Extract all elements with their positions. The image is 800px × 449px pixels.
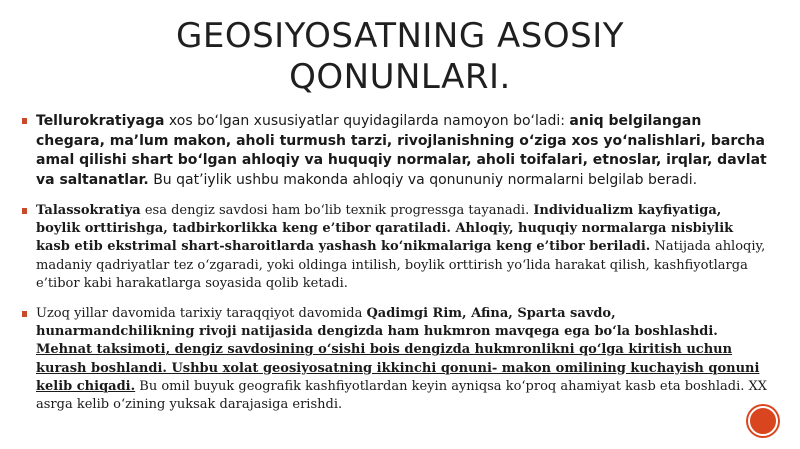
bullet-text: Bu qat’iylik ushbu makonda ahloqiy va qonununiy normalarni belgilab beradi.: [148, 171, 698, 188]
bullet-text-bold: Tellurokratiyaga: [36, 113, 165, 129]
bullet-text-bold: Qadimgi Rim, Afina, Sparta savdo, hunarmandchilikning rivoji natijasida dengizda ham hukmron mavqega ega bo‘la boshlashdi.: [36, 306, 718, 340]
bullet-text-bold: Individualizm kayfiyatiga, boylik orttirishga, tadbirkorlikka keng e’tibor qaratiladi. Ahloqiy, huquqiy normalarga nisbiylik kasb etib ekstrimal shart-sharoitlarda yashash ko‘nikmalariga keng e’tibor beriladi.: [36, 203, 734, 255]
bullet-marker: [22, 118, 27, 124]
bullet-text: Bu omil buyuk geografik kashfiyotlardan keyin ayniqsa ko‘proq ahamiyat kasb eta boshladi. XX asrga kelib o‘zining yuksak darajasiga erishdi.: [36, 378, 768, 413]
bullet-talassokratiya: [22, 202, 770, 293]
bullet-text: xos bo‘lgan xususiyatlar quyidagilarda namoyon bo‘ladi:: [164, 113, 570, 129]
bullet-text: esa dengiz savdosi ham bo‘lib texnik progressga tayanadi.: [140, 203, 534, 218]
slide-title: [0, 16, 800, 98]
bullet-text-bold-underlined: Mehnat taksimoti, dengiz savdosining o‘sishi bois dengizda hukmronlikni qo‘lga kiritish uchun kurash boshlandi. Ushbu xolat geosiyosatning ikkinchi qonuni- makon omilining kuchayish qonuni kelib chiqadi.: [36, 342, 760, 394]
bullet-text-bold: Talassokratiya: [36, 203, 141, 218]
bullet-marker: [22, 311, 27, 317]
slide-title-line-2: QONUNLARI.: [289, 57, 511, 97]
bullet-text-bold: aniq belgilangan chegara, ma’lum makon, aholi turmush tarzi, rivojlanishning o‘ziga xos yo‘nalishlari, barcha amal qilishi shart bo‘lgan ahloqiy va huquqiy normalar, aholi toifalari, etnoslar, irqlar, davlat va saltanatlar.: [36, 113, 767, 188]
bullet-text: Natijada ahloqiy, madaniy qadriyatlar tez o‘zgaradi, yoki oldinga intilish, boylik orttirish yo‘lida harakat qilish, kashfiyotlarga e’tibor kabi harakatlarga soyasida qolib ketadi.: [36, 239, 766, 291]
bullet-text: Uzoq yillar davomida tarixiy taraqqiyot davomida: [36, 306, 367, 322]
bullet-marker: [22, 208, 27, 214]
slide-title-line-1: GEOSIYOSATNING ASOSIY: [175, 16, 624, 56]
bullet-tarixiy-taraqqiyot: [22, 305, 770, 414]
next-slide-button[interactable]: [748, 406, 778, 436]
bullet-list: [22, 112, 770, 426]
bullet-tellurokratiya: [22, 112, 770, 190]
